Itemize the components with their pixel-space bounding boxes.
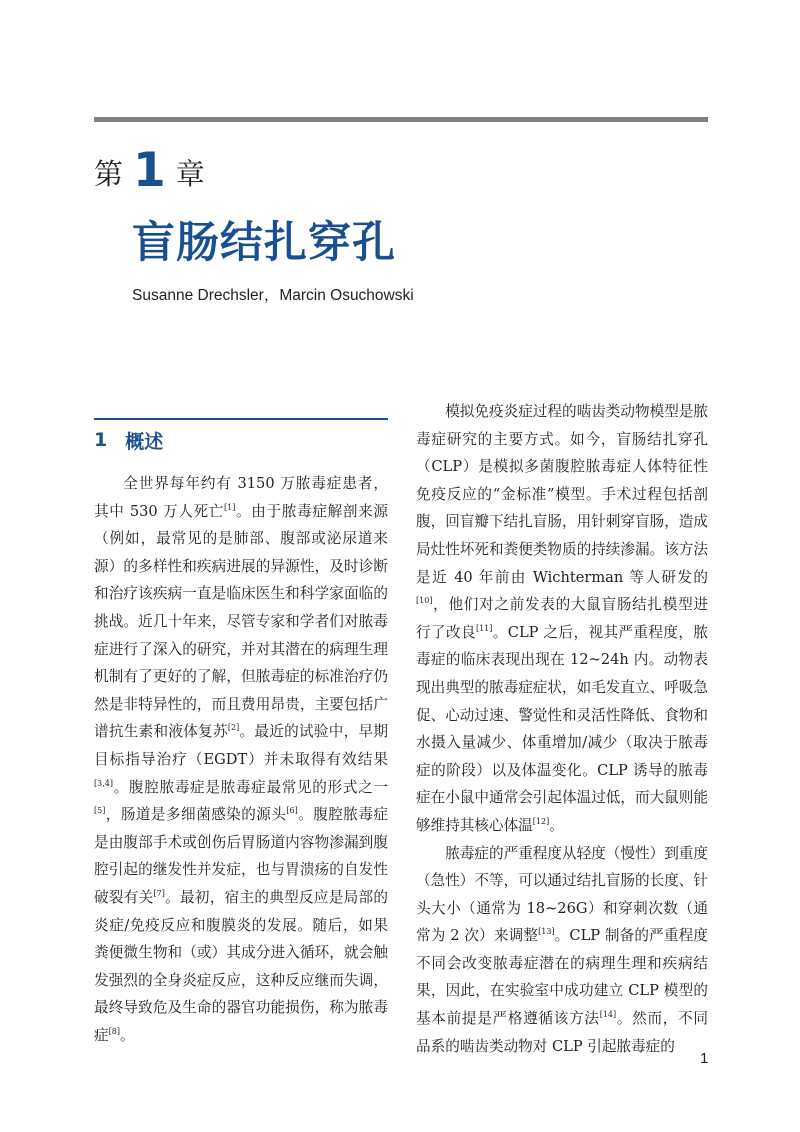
body-paragraph: [416, 840, 708, 1061]
citation-ref: [5]: [94, 806, 106, 816]
text-run: 。CLP 之后，视其严重程度，脓毒症的临床表现出现在 12~24h 内。动物表现出典型的脓毒症症状，如毛发直立、呼吸急促、心动过速、警觉性和灵活性降低、食物和水摄入量减少、体重增加/减少（取决于脓毒症的阶段）以及体温变化。CLP 诱导的脓毒症在小鼠中通常会引起体温过低，而大鼠则能够维持其核心体温: [416, 623, 708, 834]
left-column: [94, 470, 388, 1049]
citation-ref: [2]: [227, 723, 240, 733]
text-run: 。由于脓毒症解剖来源（例如，最常见的是肺部、腹部或泌尿道来源）的多样性和疾病进展的异源性，及时诊断和治疗该疾病一直是临床医生和科学家面临的挑战。近几十年来，尽管专家和学者们对脓毒症进行了深入的研究，并对其潜在的病理生理机制有了更好的了解，但脓毒症的标准治疗仍然是非特异性的，而且费用昂贵，主要包括广谱抗生素和液体复苏: [94, 502, 388, 741]
right-column: [416, 398, 708, 1060]
section-rule: [94, 418, 388, 420]
chapter-prefix: 第: [94, 157, 124, 191]
text-run: 模拟免疫炎症过程的啮齿类动物模型是脓毒症研究的主要方式。如今，盲肠结扎穿孔（CLP）是模拟多菌腹腔脓毒症人体特征性免疫反应的“金标准”模型。手术过程包括剖腹，回盲瓣下结扎盲肠，用针刺穿盲肠，造成局灶性坏死和粪便类物质的持续渗漏。该方法是近 40 年前由 Wichterman 等人研发的: [416, 403, 708, 586]
section-heading: [94, 424, 163, 456]
citation-ref: [6]: [286, 806, 298, 816]
text-run: 脓毒症的严重程度从轻度（慢性）到重度（急性）不等，可以通过结扎盲肠的长度、针头大小（通常为 18~26G）和穿刺次数（通常为 2 次）来调整: [416, 844, 708, 945]
citation-ref: [8]: [108, 1027, 120, 1037]
section-title: 概述: [125, 430, 164, 453]
citation-ref: [3,4]: [94, 778, 113, 788]
text-run: 。腹腔脓毒症是脓毒症最常见的形式之一: [112, 778, 388, 796]
page-number: 1: [700, 1050, 709, 1067]
body-paragraph: [416, 398, 708, 840]
body-paragraph: [94, 470, 388, 1049]
citation-ref: [1]: [224, 502, 236, 512]
citation-ref: [10]: [416, 596, 433, 606]
text-run: ，他们对之前发表的大鼠盲肠结扎模型进行了改良: [416, 596, 708, 641]
text-run: 。最初，宿主的典型反应是局部的炎症/免疫反应和腹膜炎的发展。随后，如果粪便微生物和（或）其成分进入循环，就会触发强烈的全身炎症反应，这种反应继而失调，最终导致危及生命的器官功能损伤，称为脓毒症: [94, 888, 388, 1044]
text-run: 。CLP 制备的严重程度不同会改变脓毒症潜在的病理生理和疾病结果，因此，在实验室中成功建立 CLP 模型的基本前提是严格遵循该方法: [416, 927, 708, 1028]
citation-ref: [13]: [538, 927, 555, 937]
text-run: 。: [549, 816, 564, 834]
chapter-suffix: 章: [175, 157, 205, 191]
text-run: ，肠道是多细菌感染的源头: [105, 806, 287, 824]
citation-ref: [14]: [599, 1010, 617, 1020]
chapter-label: [94, 143, 205, 198]
text-run: 。腹腔脓毒症是由腹部手术或创伤后胃肠道内容物渗漏到腹腔引起的继发性并发症，也与胃溃疡的自发性破裂有关: [94, 806, 388, 906]
chapter-authors: Susanne Drechsler，Marcin Osuchowski: [132, 287, 414, 304]
text-run: 。最近的试验中，早期目标指导治疗（EGDT）并未取得有效结果: [94, 723, 388, 768]
citation-ref: [11]: [475, 623, 493, 633]
chapter-title: 盲肠结扎穿孔: [132, 218, 396, 268]
section-number: 1: [94, 429, 108, 451]
text-run: 。: [119, 1026, 135, 1044]
top-rule: [94, 117, 708, 122]
chapter-number: 1: [133, 143, 166, 198]
citation-ref: [12]: [532, 817, 550, 827]
text-run: 。然而，不同品系的啮齿类动物对 CLP 引起脓毒症的: [416, 1010, 708, 1055]
text-run: 全世界每年约有 3150 万脓毒症患者，其中 530 万人死亡: [94, 475, 388, 520]
citation-ref: [7]: [153, 889, 165, 899]
